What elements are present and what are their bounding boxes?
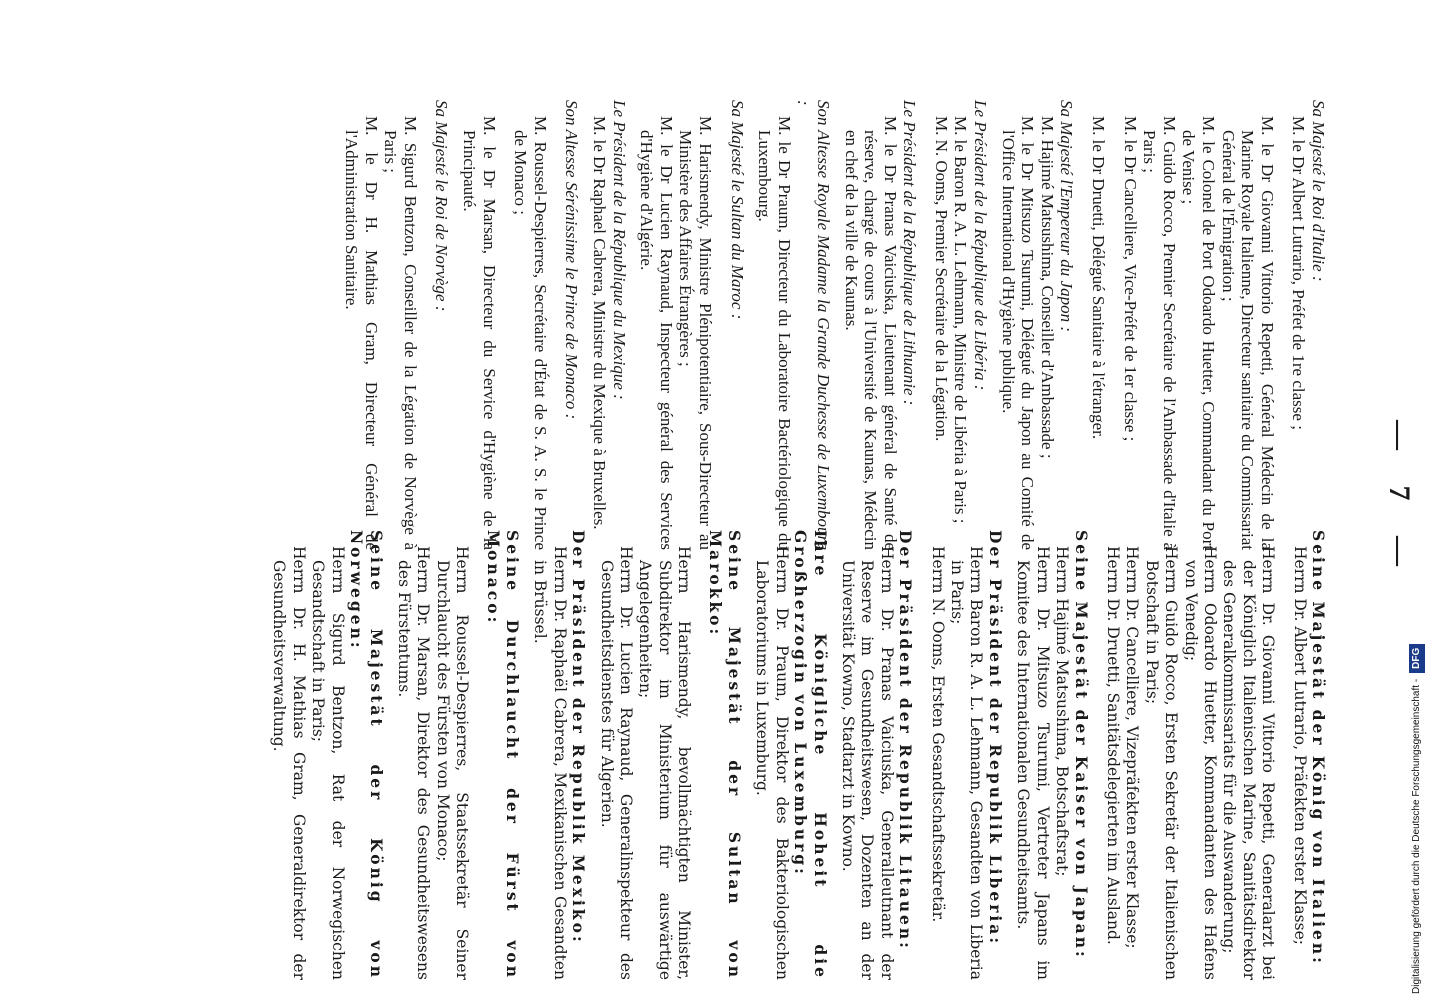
section-heading-maroc: Sa Majesté le Sultan du Maroc :	[727, 100, 747, 320]
french-column	[341, 100, 1336, 550]
delegate-entry: Herrn Dr. Lucien Raynaud, Generalinspekteur des Gesundheitsdienstes für Algerien.	[597, 546, 635, 980]
delegate-entry: M. le Dr Mitsuzo Tsurumi, Délégué du Japon au Comité de l'Office International d'Hygiène publique.	[998, 116, 1038, 550]
section-heading-luxembourg: Son Altesse Royale Madame la Grande Duchesse de Luxembourg :	[794, 100, 833, 550]
delegate-entry: Herrn Roussel-Despierres, Staatssekretär Seiner Durchlaucht des Fürsten von Monaco;	[433, 546, 472, 980]
section-heading-mexiko: Der Präsident der Republik Mexiko:	[569, 530, 589, 945]
delegate-entry: M. le Dr Pranas Vaiciuska, Lieutenant général de Santé de réserve, chargé de cours à l'Université de Kaunas, Médecin en chef de la ville de Kaunas.	[841, 116, 900, 550]
delegate-entry: Herrn Dr. Albert Lutrario, Präfekten erster Klasse;	[1290, 546, 1309, 945]
delegate-entry: M. le Dr Giovanni Vittorio Repetti, Général Médecin de la Marine Royale Italienne, Directeur sanitaire du Commissariat Général de l'Émigration ;	[1218, 116, 1277, 550]
delegate-entry: Herrn Baron R. A. L. Lehmann, Gesandten von Liberia in Paris;	[948, 546, 986, 980]
delegate-entry: M. le Dr Lucien Raynaud, Inspecteur général des Services d'Hygiène d'Algérie.	[637, 116, 676, 550]
delegate-entry: Herrn Dr. Marsan, Direktor des Gesundheitswesens des Fürstentums.	[394, 546, 433, 980]
section-heading-italie: Sa Majesté le Roi d'Italie :	[1309, 100, 1328, 282]
german-column	[269, 530, 1336, 980]
delegate-entry: M. le Baron R. A. L. Lehmann, Ministre de Libéria à Paris ;	[951, 116, 971, 524]
delegate-entry: M. le Dr Albert Lutrario, Préfet de 1re classe ;	[1289, 116, 1309, 430]
section-heading-norwegen: Seine Majestät der König von Norwegen:	[347, 530, 386, 980]
delegate-entry: M. Guido Rocco, Premier Secrétaire de l'Ambassade d'Italie à Paris ;	[1140, 116, 1179, 550]
delegate-entry: M. le Dr H. Mathias Gram, Directeur Général de l'Administration Sanitaire.	[342, 116, 381, 550]
section-heading-luxemburg: Ihre Königliche Hoheit die Großherzogin von Luxemburg:	[791, 530, 830, 980]
dfg-logo: DFG	[1409, 644, 1425, 673]
delegate-entry: Herrn Dr. Pranas Vaiciuska, Generalleutnant der Reserve im Gesundheitswesen, Dozenten an der Universität Kowno, Stadtarzt in Kowno.	[839, 546, 896, 980]
page-number: — 7 —	[1383, 420, 1416, 580]
delegate-entry: Herrn Dr. H. Mathias Gram, Generaldirektor der Gesundheitsverwaltung.	[270, 546, 308, 980]
digitization-footer	[1406, 0, 1434, 1000]
delegate-entry: M. N. Ooms, Premier Secrétaire de la Légation.	[931, 116, 951, 442]
delegate-entry: Herrn Odoardo Huetter, Kommandanten des Hafens von Venedig;	[1181, 546, 1219, 980]
delegate-entry: Herrn Dr. Giovanni Vittorio Repetti, Generalarzt bei der Königlich Italienischen Marine, Sanitätsdirektor des Generalkommissariats für die Auswanderung;	[1220, 546, 1278, 980]
delegate-entry: Herrn Hajimé Matsushima, Botschaftsrat;	[1053, 546, 1072, 877]
delegate-entry: Herrn Sigurd Bentzon, Rat der Norwegischen Gesandtschaft in Paris;	[309, 546, 347, 980]
delegate-entry: M. Roussel-Despierres, Secrétaire d'État de S. A. S. le Prince de Monaco ;	[511, 116, 550, 550]
delegate-entry: Herrn Dr. Cancelliere, Vizepräfekten erster Klasse;	[1123, 546, 1142, 949]
delegate-entry: Herrn Guido Rocco, Ersten Sekretär der Italienischen Botschaft in Paris;	[1142, 546, 1181, 980]
delegate-entry: M. le Dr Cancelliere, Vice-Préfet de 1er classe ;	[1120, 116, 1140, 442]
section-heading-liberia: Le Président de la République de Libéria :	[971, 100, 991, 391]
section-heading-liberia-de: Der Präsident der Republik Liberia:	[985, 530, 1005, 947]
section-heading-litauen: Der Präsident der Republik Litauen:	[896, 530, 916, 951]
section-heading-japan: Seine Majestät der Kaiser von Japan:	[1071, 530, 1091, 960]
footer-credit: Digitalisierung gefördert durch die Deutsche Forschungsgemeinschaft -	[1411, 678, 1422, 994]
delegate-entry: Herrn Dr. Praum, Direktor des Bakteriologischen Laboratoriums in Luxemburg.	[753, 546, 791, 980]
section-heading-japon: Sa Majesté l'Empereur du Japon :	[1057, 100, 1077, 332]
delegate-entry: M. le Dr Marsan, Directeur du Service d'Hygiène de la Principauté.	[460, 116, 499, 550]
section-heading-norvege: Sa Majesté le Roi de Norvège :	[432, 100, 452, 312]
delegate-entry: M. le Dr Raphael Cabrera, Ministre du Mexique à Bruxelles.	[590, 116, 609, 530]
section-heading-marokko: Seine Majestät der Sultan von Marokko:	[705, 530, 745, 980]
delegate-entry: M. Hajimé Matsushima, Conseiller d'Ambassade ;	[1037, 116, 1057, 459]
delegate-entry: M. le Dr Druetti, Délégué Sanitaire à l'étranger.	[1089, 116, 1109, 440]
delegate-entry: Herrn Harismendy, bevollmächtigten Minister, Subdirektor im Ministerium für auswärtige Angelegenheiten;	[636, 546, 694, 980]
section-heading-mexique: Le Président de la République du Mexique :	[609, 100, 629, 400]
delegate-entry: Herrn Dr. Druetti, Sanitätsdelegierten im Ausland.	[1103, 546, 1122, 945]
delegate-entry: M. Sigurd Bentzon, Conseiller de la Légation de Norvège à Paris ;	[381, 116, 420, 550]
delegate-entry: Herrn Dr. Raphaël Cabrera, Mexikanischen Gesandten in Brüssel.	[531, 546, 569, 980]
delegate-entry: Herrn Dr. Mitsuzo Tsurumi, Vertreter Japans im Komitee des Internationalen Gesundheitsamts.	[1014, 546, 1052, 980]
delegate-entry: M. le Colonel de Port Odoardo Huetter, Commandant du Port de Venise ;	[1179, 116, 1219, 550]
section-heading-monaco: Son Altesse Sérénissime le Prince de Monaco :	[562, 100, 582, 420]
delegate-entry: M. le Dr Praum, Directeur du Laboratoire Bactériologique du Luxembourg.	[755, 116, 794, 550]
section-heading-monaco-de: Seine Durchlaucht der Fürst von Monaco:	[483, 530, 522, 980]
delegate-entry: M. Harismendy, Ministre Plénipotentiaire, Sous-Directeur au Ministère des Affaires Étrangères ;	[676, 116, 715, 550]
delegate-entry: Herrn N. Ooms, Ersten Gesandtschaftssekretär.	[928, 546, 947, 923]
section-heading-italien: Seine Majestät der König von Italien:	[1309, 530, 1328, 966]
section-heading-lithuanie: Le Président de la République de Lithuanie :	[900, 100, 920, 406]
